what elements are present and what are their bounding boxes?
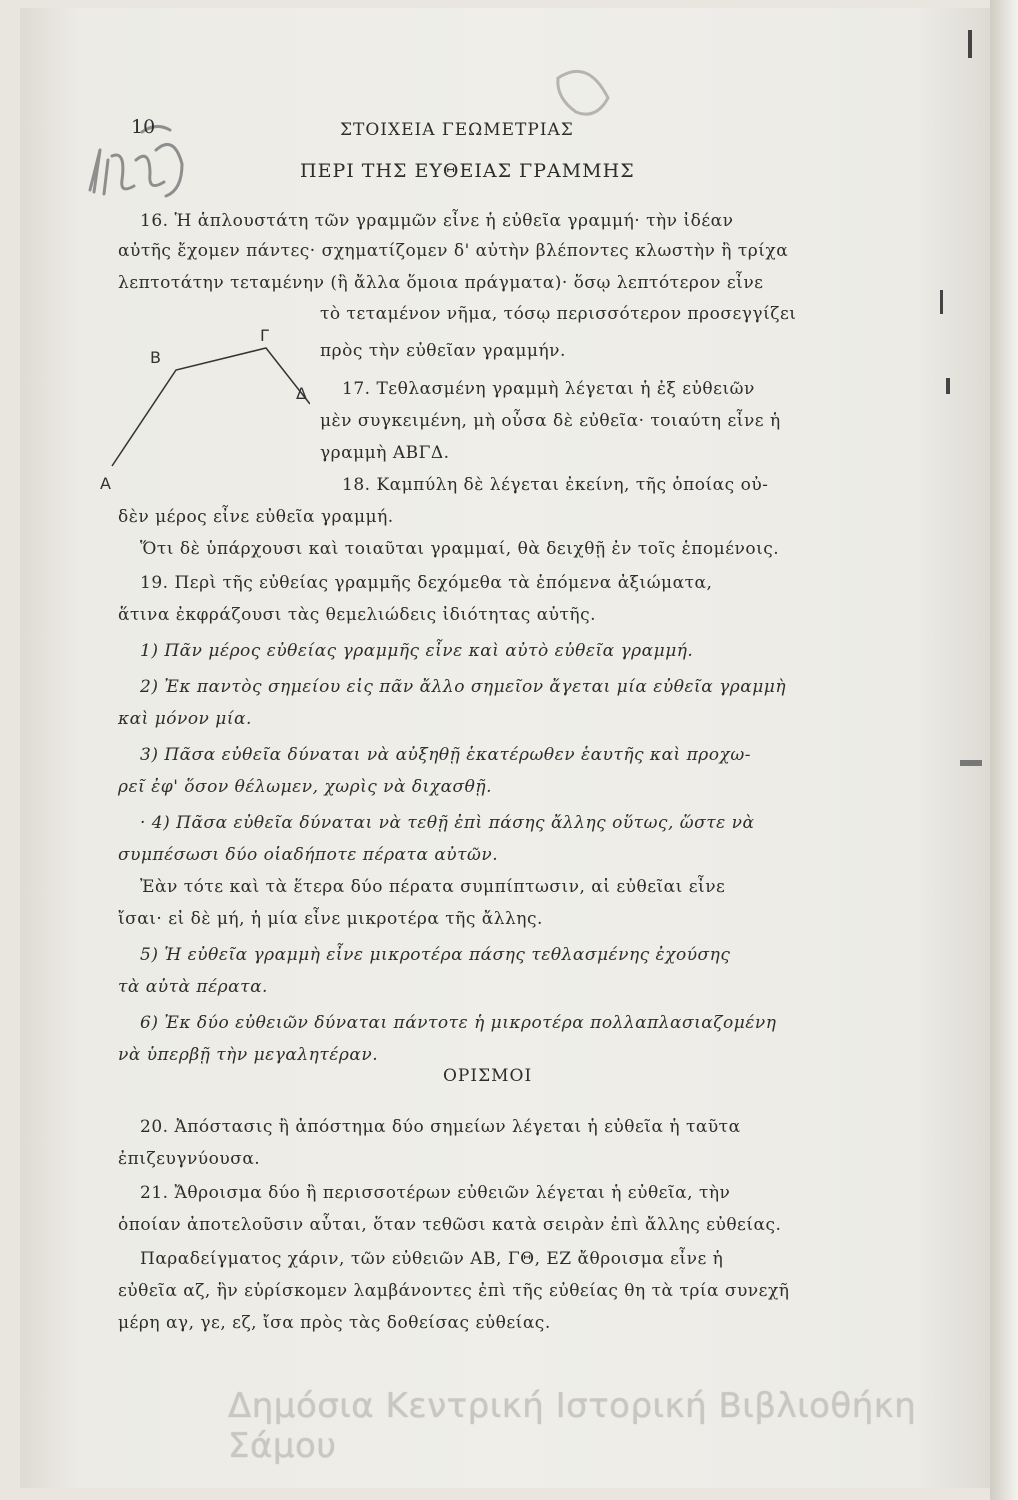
text-line: μὲν συγκειμένη, μὴ οὖσα δὲ εὐθεῖα· τοιαύτη εἶνε ἡ xyxy=(320,411,781,431)
text-line: πρὸς τὴν εὐθεῖαν γραμμήν. xyxy=(320,341,566,361)
text-line: 16. Ἡ ἁπλουστάτη τῶν γραμμῶν εἶνε ἡ εὐθεῖα γραμμή· τὴν ἰδέαν xyxy=(140,211,734,231)
text-line: γραμμὴ ΑΒΓΔ. xyxy=(320,443,450,463)
text-line: λεπτοτάτην τεταμένην (ἢ ἄλλα ὅμοια πράγματα)· ὅσῳ λεπτότερον εἶνε xyxy=(118,273,764,293)
library-watermark: Δημόσια Κεντρική Ιστορική Βιβλιοθήκη Σάμου xyxy=(228,1386,917,1466)
page-edge xyxy=(990,0,1018,1500)
margin-mark xyxy=(946,378,950,394)
axiom-5-cont: τὰ αὐτὰ πέρατα. xyxy=(118,977,268,997)
ink-blot-icon xyxy=(548,58,618,128)
margin-mark xyxy=(960,760,982,766)
axiom-2: 2) Ἐκ παντὸς σημείου εἰς πᾶν ἄλλο σημεῖον ἄγεται μία εὐθεῖα γραμμὴ xyxy=(140,677,787,697)
text-line: εὐθεῖα αζ, ἣν εὑρίσκομεν λαμβάνοντες ἐπὶ τῆς εὐθείας θη τὰ τρία συνεχῆ xyxy=(118,1281,790,1301)
text-line: 21. Ἄθροισμα δύο ἢ περισσοτέρων εὐθειῶν λέγεται ἡ εὐθεῖα, τὴν xyxy=(140,1183,731,1203)
axiom-3-cont: ρεῖ ἐφ' ὅσον θέλωμεν, χωρὶς νὰ διχασθῇ. xyxy=(118,777,492,797)
axiom-6: 6) Ἐκ δύο εὐθειῶν δύναται πάντοτε ἡ μικροτέρα πολλαπλασιαζομένη xyxy=(140,1013,777,1033)
text-line: ἐπιζευγνύουσα. xyxy=(118,1149,261,1169)
text-line: 20. Ἀπόστασις ἢ ἀπόστημα δύο σημείων λέγεται ἡ εὐθεῖα ἡ ταῦτα xyxy=(140,1117,741,1137)
text-line: αὐτῆς ἔχομεν πάντες· σχηματίζομεν δ' αὐτὴν βλέποντες κλωστὴν ἢ τρίχα xyxy=(118,241,789,261)
text-line: Ἐὰν τότε καὶ τὰ ἕτερα δύο πέρατα συμπίπτωσιν, αἱ εὐθεῖαι εἶνε xyxy=(140,877,726,897)
figure-label-d: Δ xyxy=(296,384,307,403)
text-line: τὸ τεταμένον νῆμα, τόσῳ περισσότερον προσεγγίζει xyxy=(320,304,797,324)
axiom-4: · 4) Πᾶσα εὐθεῖα δύναται νὰ τεθῇ ἐπὶ πάσης ἄλλης οὕτως, ὥστε νὰ xyxy=(140,813,755,833)
broken-line-diagram xyxy=(100,328,310,498)
text-line: 18. Καμπύλη δὲ λέγεται ἐκείνη, τῆς ὁποίας οὐ- xyxy=(342,475,769,495)
axiom-5: 5) Ἡ εὐθεῖα γραμμὴ εἶνε μικροτέρα πάσης τεθλασμένης ἐχούσης xyxy=(140,945,731,965)
margin-mark xyxy=(968,30,972,58)
axiom-6-cont: νὰ ὑπερβῇ τὴν μεγαλητέραν. xyxy=(118,1045,379,1065)
figure-label-b: B xyxy=(150,348,161,367)
broken-line-figure xyxy=(100,328,310,498)
margin-mark xyxy=(940,290,943,314)
text-line: 19. Περὶ τῆς εὐθείας γραμμῆς δεχόμεθα τὰ ἑπόμενα ἀξιώματα, xyxy=(140,573,713,593)
text-line: 17. Τεθλασμένη γραμμὴ λέγεται ἡ ἐξ εὐθειῶν xyxy=(342,379,755,399)
axiom-2-cont: καὶ μόνον μία. xyxy=(118,709,252,729)
figure-label-g: Γ xyxy=(260,326,269,345)
text-line: μέρη αγ, γε, εζ, ἴσα πρὸς τὰς δοθείσας εὐθείας. xyxy=(118,1313,551,1333)
text-line: Παραδείγματος χάριν, τῶν εὐθειῶν ΑΒ, ΓΘ, ΕΖ ἄθροισμα εἶνε ἡ xyxy=(140,1249,724,1269)
definitions-heading: ΟΡΙΣΜΟΙ xyxy=(443,1066,533,1086)
text-line: δὲν μέρος εἶνε εὐθεῖα γραμμή. xyxy=(118,507,394,527)
axiom-1: 1) Πᾶν μέρος εὐθείας γραμμῆς εἶνε καὶ αὐτὸ εὐθεῖα γραμμή. xyxy=(140,641,694,661)
figure-label-a: A xyxy=(100,474,111,493)
text-line: Ὅτι δὲ ὑπάρχουσι καὶ τοιαῦται γραμμαί, θὰ δειχθῇ ἐν τοῖς ἑπομένοις. xyxy=(140,539,780,559)
text-line: ὁποίαν ἀποτελοῦσιν αὗται, ὅταν τεθῶσι κατὰ σειρὰν ἐπὶ ἄλλης εὐθείας. xyxy=(118,1215,782,1235)
text-line: ἴσαι· εἰ δὲ μή, ἡ μία εἶνε μικροτέρα τῆς ἄλλης. xyxy=(118,909,543,929)
running-head: ΣΤΟΙΧΕΙΑ ΓΕΩΜΕΤΡΙΑΣ xyxy=(340,120,574,140)
text-line: ἅτινα ἐκφράζουσι τὰς θεμελιώδεις ἰδιότητας αὐτῆς. xyxy=(118,605,597,625)
axiom-3: 3) Πᾶσα εὐθεῖα δύναται νὰ αὐξηθῇ ἑκατέρωθεν ἑαυτῆς καὶ προχω- xyxy=(140,745,751,765)
axiom-4-cont: συμπέσωσι δύο οἱαδήποτε πέρατα αὐτῶν. xyxy=(118,845,499,865)
page-number: 10 xyxy=(131,116,156,138)
section-heading: ΠΕΡΙ ΤΗΣ ΕΥΘΕΙΑΣ ΓΡΑΜΜΗΣ xyxy=(300,160,635,182)
